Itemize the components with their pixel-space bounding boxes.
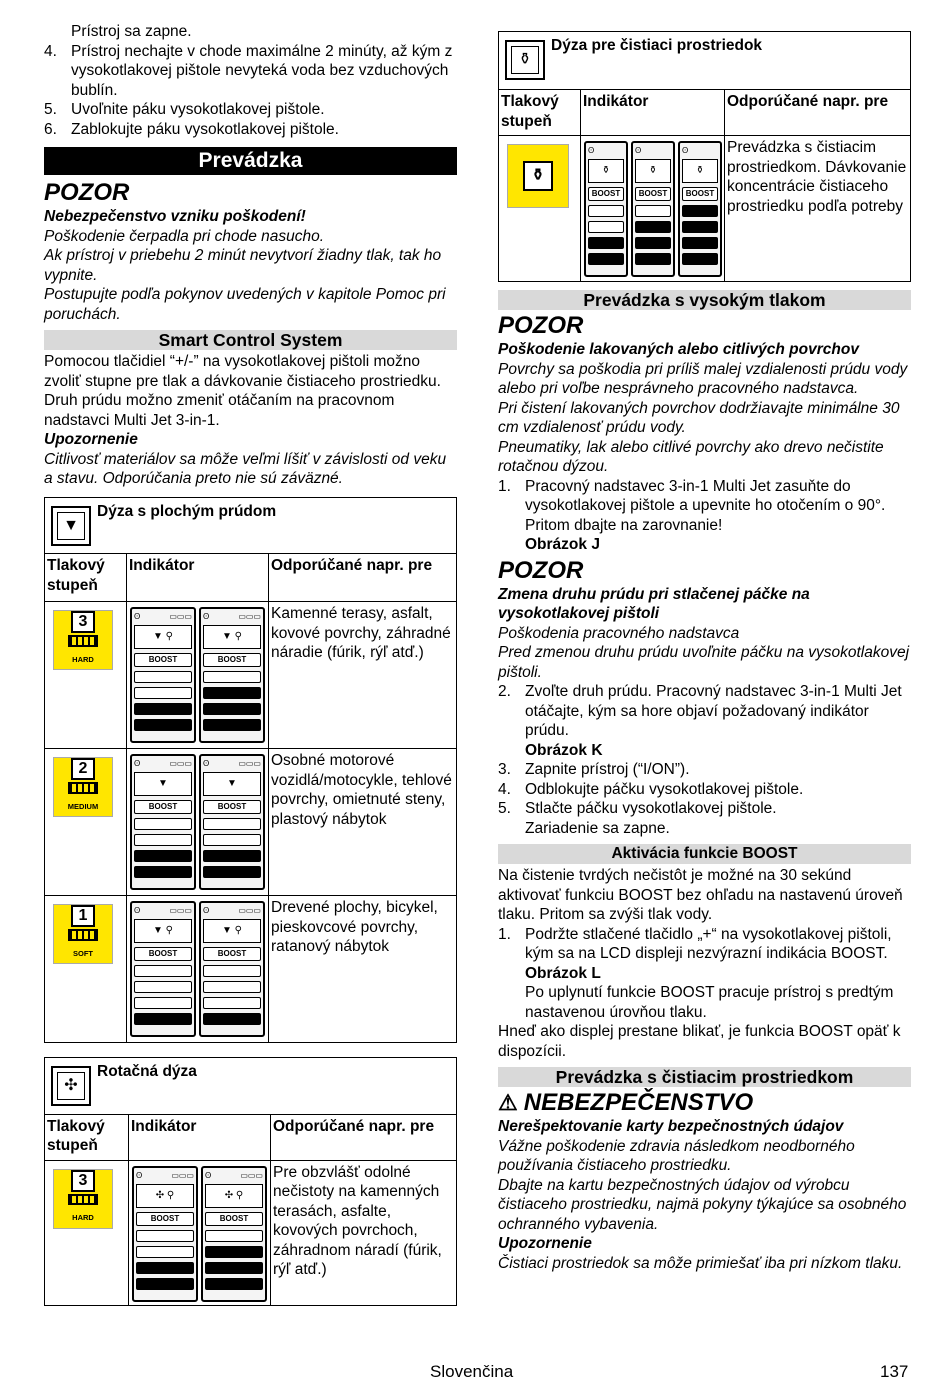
table-row: [45, 602, 457, 749]
steps-list-c: [498, 682, 911, 819]
column-header: Odporúčané napr. pre: [271, 1114, 457, 1160]
column-header: Tlakový stupeň: [45, 554, 127, 602]
left-column: [44, 22, 457, 1306]
recommendation-text: Prevádzka s čistiacim prostriedkom. Dávkovanie koncentrácie čistiaceho prostriedku podľa potreby: [725, 136, 911, 282]
steps-list-d: [498, 925, 911, 1023]
caution-heading: POZOR: [44, 179, 130, 206]
list-item: 1. Podržte stlačené tlačidlo „+“ na vysokotlakovej pištoli, kým sa na LCD displeji nezvýrazní indikácia BOOST. Obrázok L Po uplynutí funkcie BOOST pracuje prístroj s predtým nastavenou úrovňou tlaku.: [498, 925, 894, 1021]
step-continuation: Prístroj sa zapne.: [71, 23, 192, 40]
pressure-level-3-icon: 3 HARD: [53, 610, 113, 670]
detergent-nozzle-table: [498, 31, 911, 282]
note-text: Čistiaci prostriedok sa môže primiešať iba pri nízkom tlaku.: [498, 1254, 903, 1272]
table-row: [45, 896, 457, 1043]
danger-text: Vážne poškodenie zdravia následkom neodborného používania čistiaceho prostriedku.: [498, 1137, 855, 1174]
page-number: 137: [880, 1362, 909, 1381]
caution-subheading: Poškodenie lakovaných alebo citlivých povrchov: [498, 341, 859, 358]
table-row: [45, 1160, 457, 1305]
body-text: Na čistenie tvrdých nečistôt je možné na 30 sekúnd aktivovať funkciu BOOST bez ohľadu na nastavenú úroveň tlaku. Pritom sa zvýši tlak vody.: [498, 867, 903, 923]
column-header: Indikátor: [129, 1114, 271, 1160]
rotary-nozzle-icon: ✣: [51, 1066, 91, 1106]
flat-jet-nozzle-icon: ▼: [51, 506, 91, 546]
caution-text: Postupujte podľa pokynov uvedených v kapitole Pomoc pri poruchách.: [44, 286, 446, 323]
column-header: Tlakový stupeň: [45, 1114, 129, 1160]
body-text: Pomocou tlačidiel “+/-” na vysokotlakovej pištoli možno zvoliť stupne pre tlak a dávkovanie čistiaceho prostriedku. Druh prúdu možno zmeniť otáčaním na pracovnom nadstavci Multi Jet 3-in-1.: [44, 353, 441, 429]
list-item: 4. Prístroj nechajte v chode maximálne 2 minúty, až kým z vysokotlakovej pištole nevyteká voda bez vzduchových bublín.: [44, 42, 453, 99]
list-item: 2. Zvoľte druh prúdu. Pracovný nadstavec 3-in-1 Multi Jet otáčajte, kým sa hore objaví požadovaný indikátor prúdu. Obrázok K: [498, 683, 902, 759]
recommendation-text: Kamenné terasy, asfalt, kovové povrchy, záhradné náradie (fúrik, rýľ atď.): [269, 602, 457, 749]
table-title-cell: ✣ Rotačná dýza: [45, 1058, 457, 1115]
caution-text: Poškodenie čerpadla pri chode nasucho.: [44, 227, 325, 245]
caution-heading: POZOR: [498, 556, 584, 584]
note-heading: Upozornenie: [498, 1235, 592, 1252]
list-item: 6. Zablokujte páku vysokotlakovej pištole.: [44, 120, 339, 138]
steps-list-b: [498, 477, 911, 555]
indicator-display: ʘ ⚱ BOOST ʘ ⚱ BOOST ʘ ⚱ BOOST: [583, 138, 722, 277]
section-title: Prevádzka: [44, 147, 457, 175]
caution-text: Povrchy sa poškodia pri príliš malej vzdialenosti prúdu vody alebo pri voľbe nesprávneho pracovného nadstavca.: [498, 360, 908, 397]
danger-text: Dbajte na kartu bezpečnostných údajov od výrobcu čistiaceho prostriedku, najmä pokyny týkajúce sa osobného ochranného vybavenia.: [498, 1176, 907, 1233]
list-item: 5. Stlačte páčku vysokotlakovej pištole.: [498, 800, 777, 817]
recommendation-text: Osobné motorové vozidlá/motocykle, tehlové povrchy, omietnuté steny, plastový nábytok: [269, 749, 457, 896]
note-heading: Upozornenie: [44, 431, 138, 448]
caution-subheading: Zmena druhu prúdu pri stlačenej páčke na vysokotlakovej pištoli: [498, 585, 810, 622]
table-row: [45, 749, 457, 896]
indicator-display: ʘ ▭▭▭ ✣ ⚲ BOOST ʘ ▭▭▭ ✣ ⚲ BOOST: [131, 1163, 268, 1302]
caution-subheading: Nebezpečenstvo vzniku poškodení!: [44, 208, 306, 225]
column-header: Indikátor: [127, 554, 269, 602]
list-item: 4. Odblokujte páčku vysokotlakovej pištole.: [498, 780, 804, 798]
table-row: [499, 136, 911, 282]
list-item: 3. Zapnite prístroj (“I/ON”).: [498, 761, 690, 778]
column-header: Odporúčané napr. pre: [269, 554, 457, 602]
caution-heading: POZOR: [498, 312, 584, 339]
table-title-cell: ▼ Dýza s plochým prúdom: [45, 497, 457, 554]
recommendation-text: Pre obzvlášť odolné nečistoty na kamenných terasách, asfalte, kovových povrchoch, záhradnom náradí (fúrik, rýľ atď.): [271, 1160, 457, 1305]
column-header: Odporúčané napr. pre: [725, 90, 911, 136]
body-text: Hneď ako displej prestane blikať, je funkcia BOOST opäť k dispozícii.: [498, 1023, 901, 1060]
steps-list-a: [44, 42, 457, 140]
subsection-title: Prevádzka s čistiacim prostriedkom: [498, 1067, 911, 1087]
pressure-level-3-icon: 3 HARD: [53, 1169, 113, 1229]
flat-nozzle-table: [44, 497, 457, 1044]
indicator-display: ʘ ▭▭▭ ▼ BOOST ʘ ▭▭▭ ▼ BOOST: [129, 751, 266, 890]
detergent-nozzle-icon: ⚱: [505, 40, 545, 80]
detergent-level-icon: ⚱: [507, 144, 569, 208]
caution-text: Pneumatiky, lak alebo citlivé povrchy ako drevo nečistite rotačnou dýzou.: [498, 438, 884, 475]
indicator-display: ʘ ▭▭▭ ▼ ⚲ BOOST ʘ ▭▭▭ ▼ ⚲ BOOST: [129, 604, 266, 743]
list-item: 5. Uvoľnite páku vysokotlakovej pištole.: [44, 101, 325, 118]
subsection-title: Prevádzka s vysokým tlakom: [498, 290, 911, 310]
subsection-title: Aktivácia funkcie BOOST: [498, 844, 911, 864]
caution-text: Ak prístroj v priebehu 2 minút nevytvorí žiadny tlak, tak ho vypnite.: [44, 247, 442, 284]
rotary-nozzle-table: [44, 1057, 457, 1306]
footer-language: Slovenčina: [430, 1362, 514, 1381]
danger-heading: ⚠ NEBEZPEČENSTVO: [498, 1089, 754, 1116]
indicator-display: ʘ ▭▭▭ ▼ ⚲ BOOST ʘ ▭▭▭ ▼ ⚲ BOOST: [129, 898, 266, 1037]
step-result: Zariadenie sa zapne.: [525, 819, 670, 837]
table-title-cell: ⚱ Dýza pre čistiaci prostriedok: [499, 32, 911, 90]
caution-text: Pred zmenou druhu prúdu uvoľnite páčku na vysokotlakovej pištoli.: [498, 644, 910, 681]
subsection-title: Smart Control System: [44, 330, 457, 350]
list-item: 1. Pracovný nadstavec 3-in-1 Multi Jet zasuňte do vysokotlakovej pištole a upevnite ho otočením o 90°. Pritom dbajte na zarovnanie! Obrázok J: [498, 477, 886, 553]
caution-text: Poškodenia pracovného nadstavca: [498, 624, 740, 642]
warning-triangle-icon: ⚠: [498, 1090, 518, 1115]
column-header: Indikátor: [581, 90, 725, 136]
recommendation-text: Drevené plochy, bicykel, pieskovcové povrchy, ratanový nábytok: [269, 896, 457, 1043]
pressure-level-2-icon: 2 MEDIUM: [53, 757, 113, 817]
caution-text: Pri čistení lakovaných povrchov dodržiavajte minimálne 30 cm vzdialenosť prúdu vody.: [498, 399, 900, 436]
danger-subheading: Nerešpektovanie karty bezpečnostných údajov: [498, 1118, 844, 1135]
note-text: Citlivosť materiálov sa môže veľmi líšiť v závislosti od veku a stavu. Odporúčania preto nie sú záväzné.: [44, 450, 447, 487]
column-header: Tlakový stupeň: [499, 90, 581, 136]
right-column: [498, 31, 911, 1273]
pressure-level-1-icon: 1 SOFT: [53, 904, 113, 964]
